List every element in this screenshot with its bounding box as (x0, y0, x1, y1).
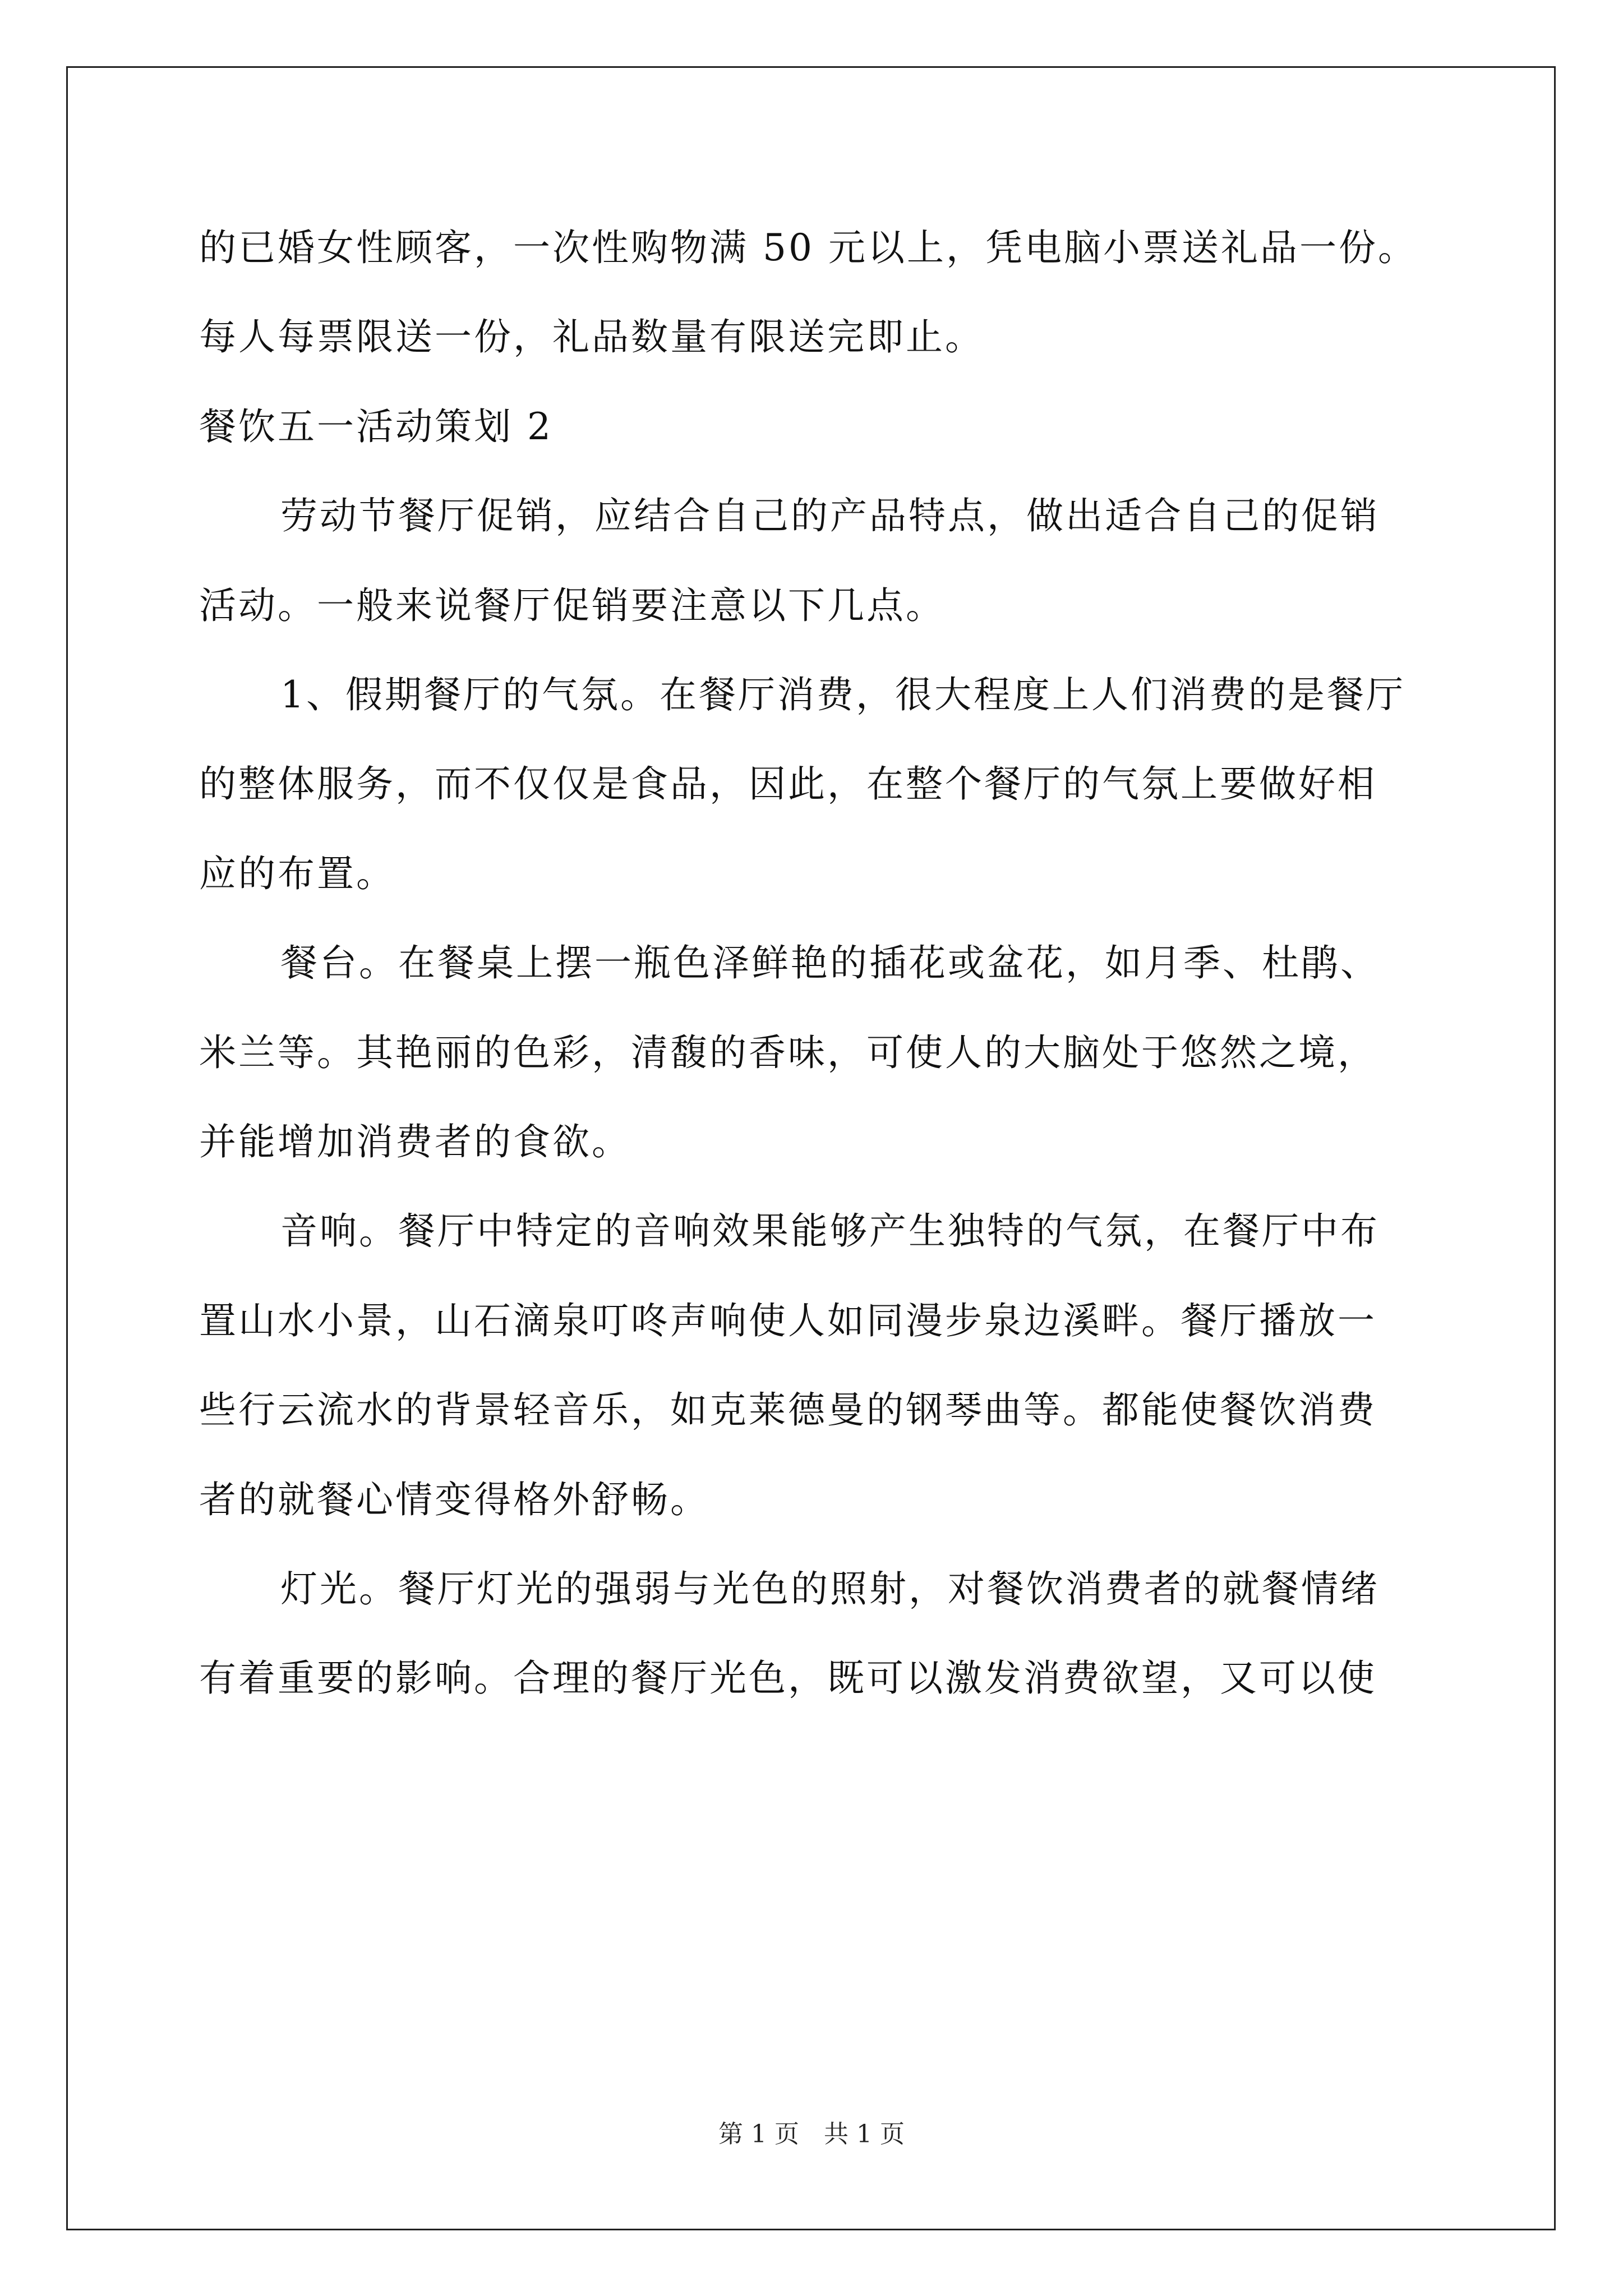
text-line: 有着重要的影响。合理的餐厅光色，既可以激发消费欲望，又可以使 (199, 1657, 1377, 1700)
text-line: 的已婚女性顾客，一次性购物满 50 元以上，凭电脑小票送礼品一份。 (199, 226, 1417, 269)
text-line: 米兰等。其艳丽的色彩，清馥的香味，可使人的大脑处于悠然之境， (199, 1031, 1377, 1074)
page-footer: 第 1 页 共 1 页 (718, 2120, 905, 2148)
section-heading: 餐饮五一活动策划 2 (199, 405, 553, 448)
text-line: 的整体服务，而不仅仅是食品，因此，在整个餐厅的气氛上要做好相 (199, 762, 1377, 806)
text-line: 每人每票限送一份，礼品数量有限送完即止。 (199, 315, 984, 358)
text-line: 者的就餐心情变得格外舒畅。 (199, 1478, 709, 1521)
paragraph-first-line: 1、假期餐厅的气氛。在餐厅消费，很大程度上人们消费的是餐厅 (280, 673, 1405, 716)
text-line: 并能增加消费者的食欲。 (199, 1120, 631, 1163)
paragraph-first-line: 音响。餐厅中特定的音响效果能够产生独特的气氛，在餐厅中布 (280, 1209, 1380, 1253)
text-line: 活动。一般来说餐厅促销要注意以下几点。 (199, 584, 945, 627)
paragraph-first-line: 餐台。在餐桌上摆一瓶色泽鲜艳的插花或盆花，如月季、杜鹃、 (280, 941, 1380, 984)
text-line: 些行云流水的背景轻音乐，如克莱德曼的钢琴曲等。都能使餐饮消费 (199, 1388, 1377, 1432)
paragraph-first-line: 灯光。餐厅灯光的强弱与光色的照射，对餐饮消费者的就餐情绪 (280, 1567, 1380, 1611)
text-line: 应的布置。 (199, 852, 395, 895)
paragraph-first-line: 劳动节餐厅促销，应结合自己的产品特点，做出适合自己的促销 (280, 494, 1380, 537)
text-line: 置山水小景，山石滴泉叮咚声响使人如同漫步泉边溪畔。餐厅播放一 (199, 1299, 1377, 1342)
